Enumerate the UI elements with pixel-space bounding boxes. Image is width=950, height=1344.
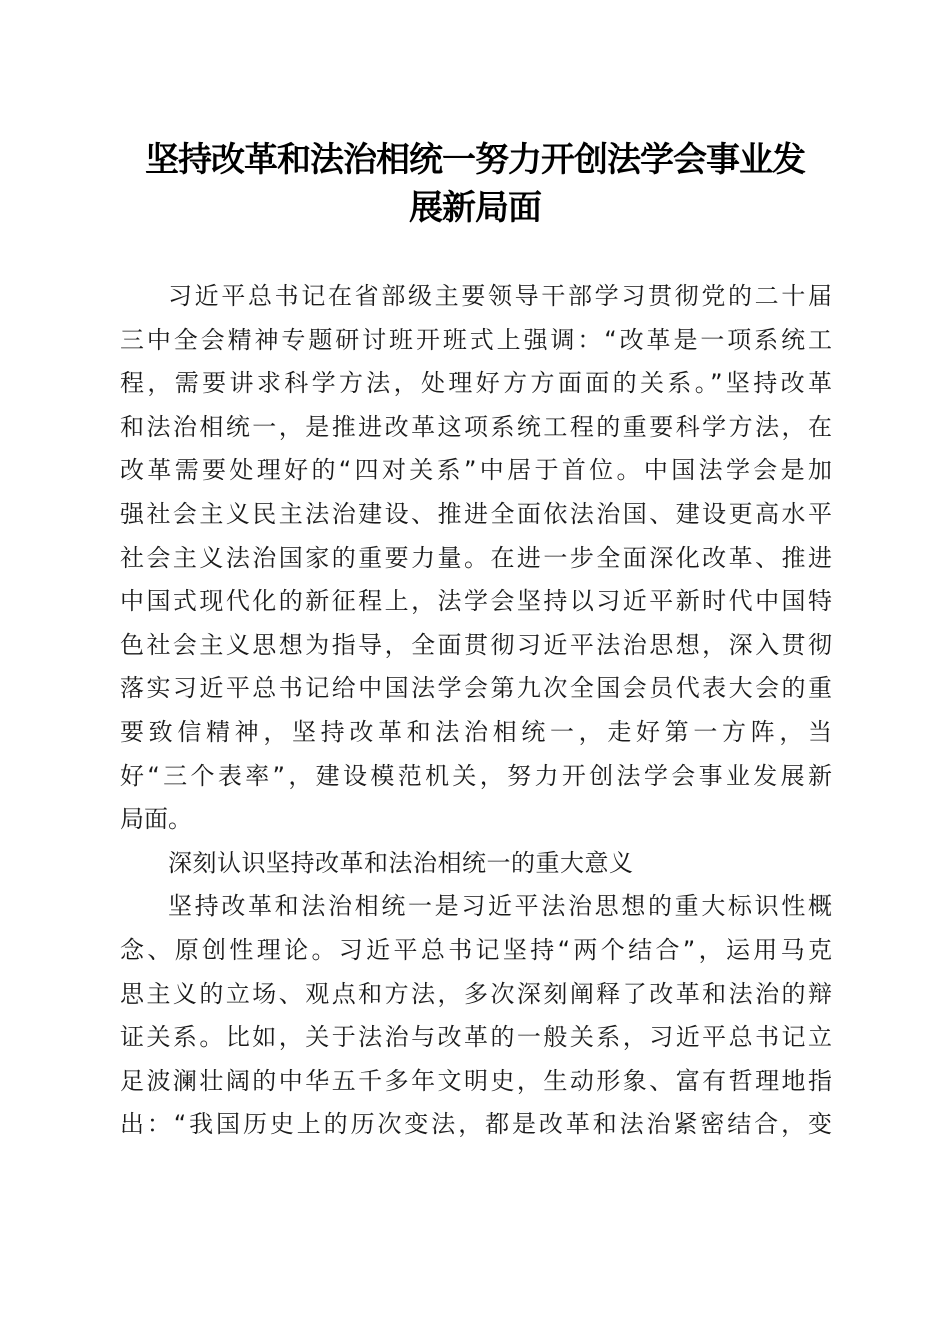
paragraph-significance xyxy=(120,885,832,1147)
text-line: 中国式现代化的新征程上，法学会坚持以习近平新时代中国特 xyxy=(120,587,832,616)
text-line: 足波澜壮阔的中华五千多年文明史，生动形象、富有哲理地指 xyxy=(120,1066,832,1095)
text-line: 改革需要处理好的“四对关系”中居于首位。中国法学会是加 xyxy=(120,456,832,485)
text-line: 局面。 xyxy=(120,805,192,834)
text-line: 程，需要讲求科学方法，处理好方方面面的关系。”坚持改革 xyxy=(120,369,832,398)
text-line: 色社会主义思想为指导，全面贯彻习近平法治思想，深入贯彻 xyxy=(120,630,832,659)
text-line: 出：“我国历史上的历次变法，都是改革和法治紧密结合，变 xyxy=(120,1110,832,1139)
text-line: 社会主义法治国家的重要力量。在进一步全面深化改革、推进 xyxy=(120,543,832,572)
text-line: 要致信精神，坚持改革和法治相统一，走好第一方阵，当 xyxy=(120,717,832,746)
text-line: 强社会主义民主法治建设、推进全面依法治国、建设更高水平 xyxy=(120,499,832,528)
text-line: 坚持改革和法治相统一是习近平法治思想的重大标识性概 xyxy=(168,892,832,921)
document-title xyxy=(100,136,850,232)
text-line: 和法治相统一，是推进改革这项系统工程的重要科学方法，在 xyxy=(120,412,832,441)
text-line: 证关系。比如，关于法治与改革的一般关系，习近平总书记立 xyxy=(120,1023,832,1052)
paragraph-intro xyxy=(120,275,832,842)
text-line: 三中全会精神专题研讨班开班式上强调：“改革是一项系统工 xyxy=(120,325,832,354)
text-line: 好“三个表率”，建设模范机关，努力开创法学会事业发展新 xyxy=(120,761,832,790)
document-body xyxy=(120,275,832,1147)
text-line: 习近平总书记在省部级主要领导干部学习贯彻党的二十届 xyxy=(168,282,832,310)
section-heading: 深刻认识坚持改革和法治相统一的重大意义 xyxy=(168,848,634,877)
text-line: 念、原创性理论。习近平总书记坚持“两个结合”，运用马克 xyxy=(120,935,832,964)
text-line: 落实习近平总书记给中国法学会第九次全国会员代表大会的重 xyxy=(120,674,832,703)
text-line: 思主义的立场、观点和方法，多次深刻阐释了改革和法治的辩 xyxy=(120,979,832,1008)
title-line-2: 展新局面 xyxy=(409,188,541,228)
title-line-1: 坚持改革和法治相统一努力开创法学会事业发 xyxy=(145,140,805,180)
